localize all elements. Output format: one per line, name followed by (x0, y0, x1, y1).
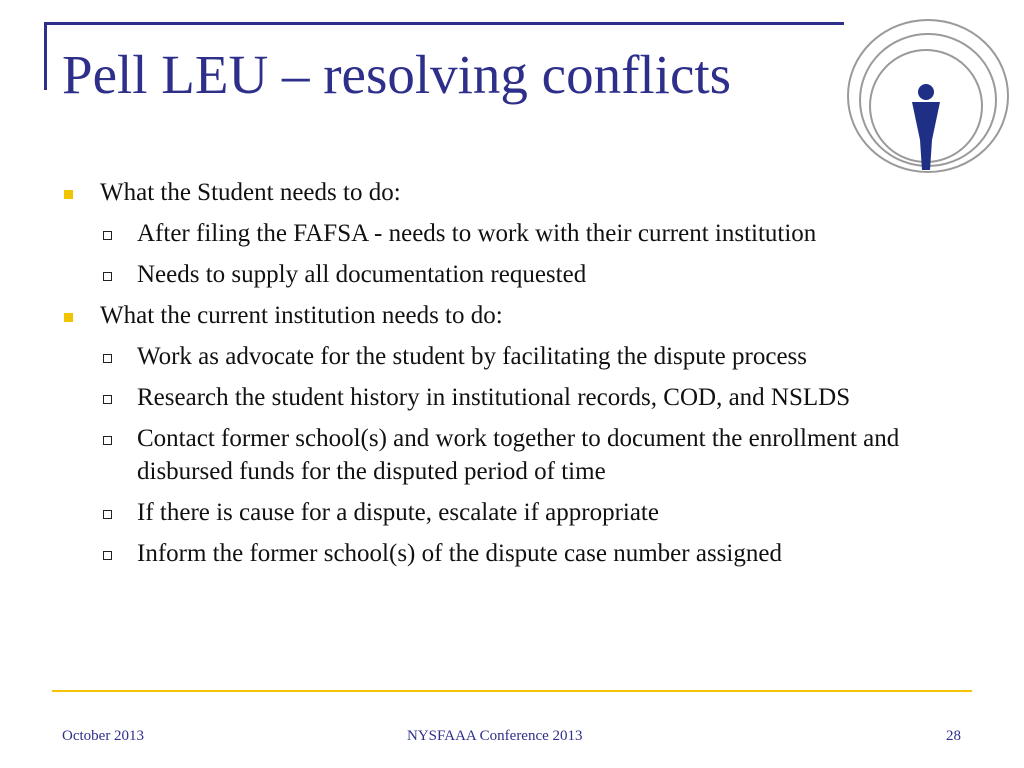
hollow-square-bullet-icon (103, 231, 112, 240)
bullet-level2-contact (60, 422, 960, 488)
square-bullet-icon (64, 190, 73, 199)
bullet-list (60, 168, 960, 570)
bullet-level2-documentation (60, 258, 960, 291)
hollow-square-bullet-icon (103, 510, 112, 519)
bullet-level2-fafsa (60, 217, 960, 250)
title-frame-top-line (44, 22, 844, 25)
slide-title: Pell LEU – resolving conflicts (62, 44, 732, 105)
title-frame-left-line (44, 22, 47, 90)
hollow-square-bullet-icon (103, 551, 112, 560)
bullet-text: What the current institution needs to do: (100, 302, 503, 329)
bullet-level2-escalate (60, 496, 960, 529)
bullet-text: Research the student history in institutional records, COD, and NSLDS (137, 384, 851, 411)
hollow-square-bullet-icon (103, 272, 112, 281)
bullet-level2-inform (60, 537, 960, 570)
footer-page-number: 28 (946, 728, 961, 744)
bullet-text: After filing the FAFSA - needs to work with their current institution (137, 220, 817, 247)
hollow-square-bullet-icon (103, 354, 112, 363)
bullet-level2-advocate (60, 340, 960, 373)
square-bullet-icon (64, 313, 73, 322)
bullet-level1-student (60, 176, 960, 209)
bullet-text: Contact former school(s) and work together to document the enrollment and disbursed funds for the disputed period of time (137, 425, 900, 485)
hollow-square-bullet-icon (103, 436, 112, 445)
bullet-text: What the Student needs to do: (100, 179, 401, 206)
bullet-text: Needs to supply all documentation requested (137, 261, 587, 288)
footer-date: October 2013 (62, 728, 145, 744)
bullet-text: Work as advocate for the student by facilitating the dispute process (137, 343, 808, 370)
person-in-rings-logo (842, 14, 1014, 178)
bullet-level2-research (60, 381, 960, 414)
bullet-level1-institution (60, 299, 960, 332)
footer-divider (52, 690, 972, 692)
hollow-square-bullet-icon (103, 395, 112, 404)
bullet-text: Inform the former school(s) of the dispute case number assigned (137, 540, 782, 567)
footer-conference: NYSFAAA Conference 2013 (407, 728, 583, 744)
bullet-text: If there is cause for a dispute, escalate if appropriate (137, 499, 659, 526)
